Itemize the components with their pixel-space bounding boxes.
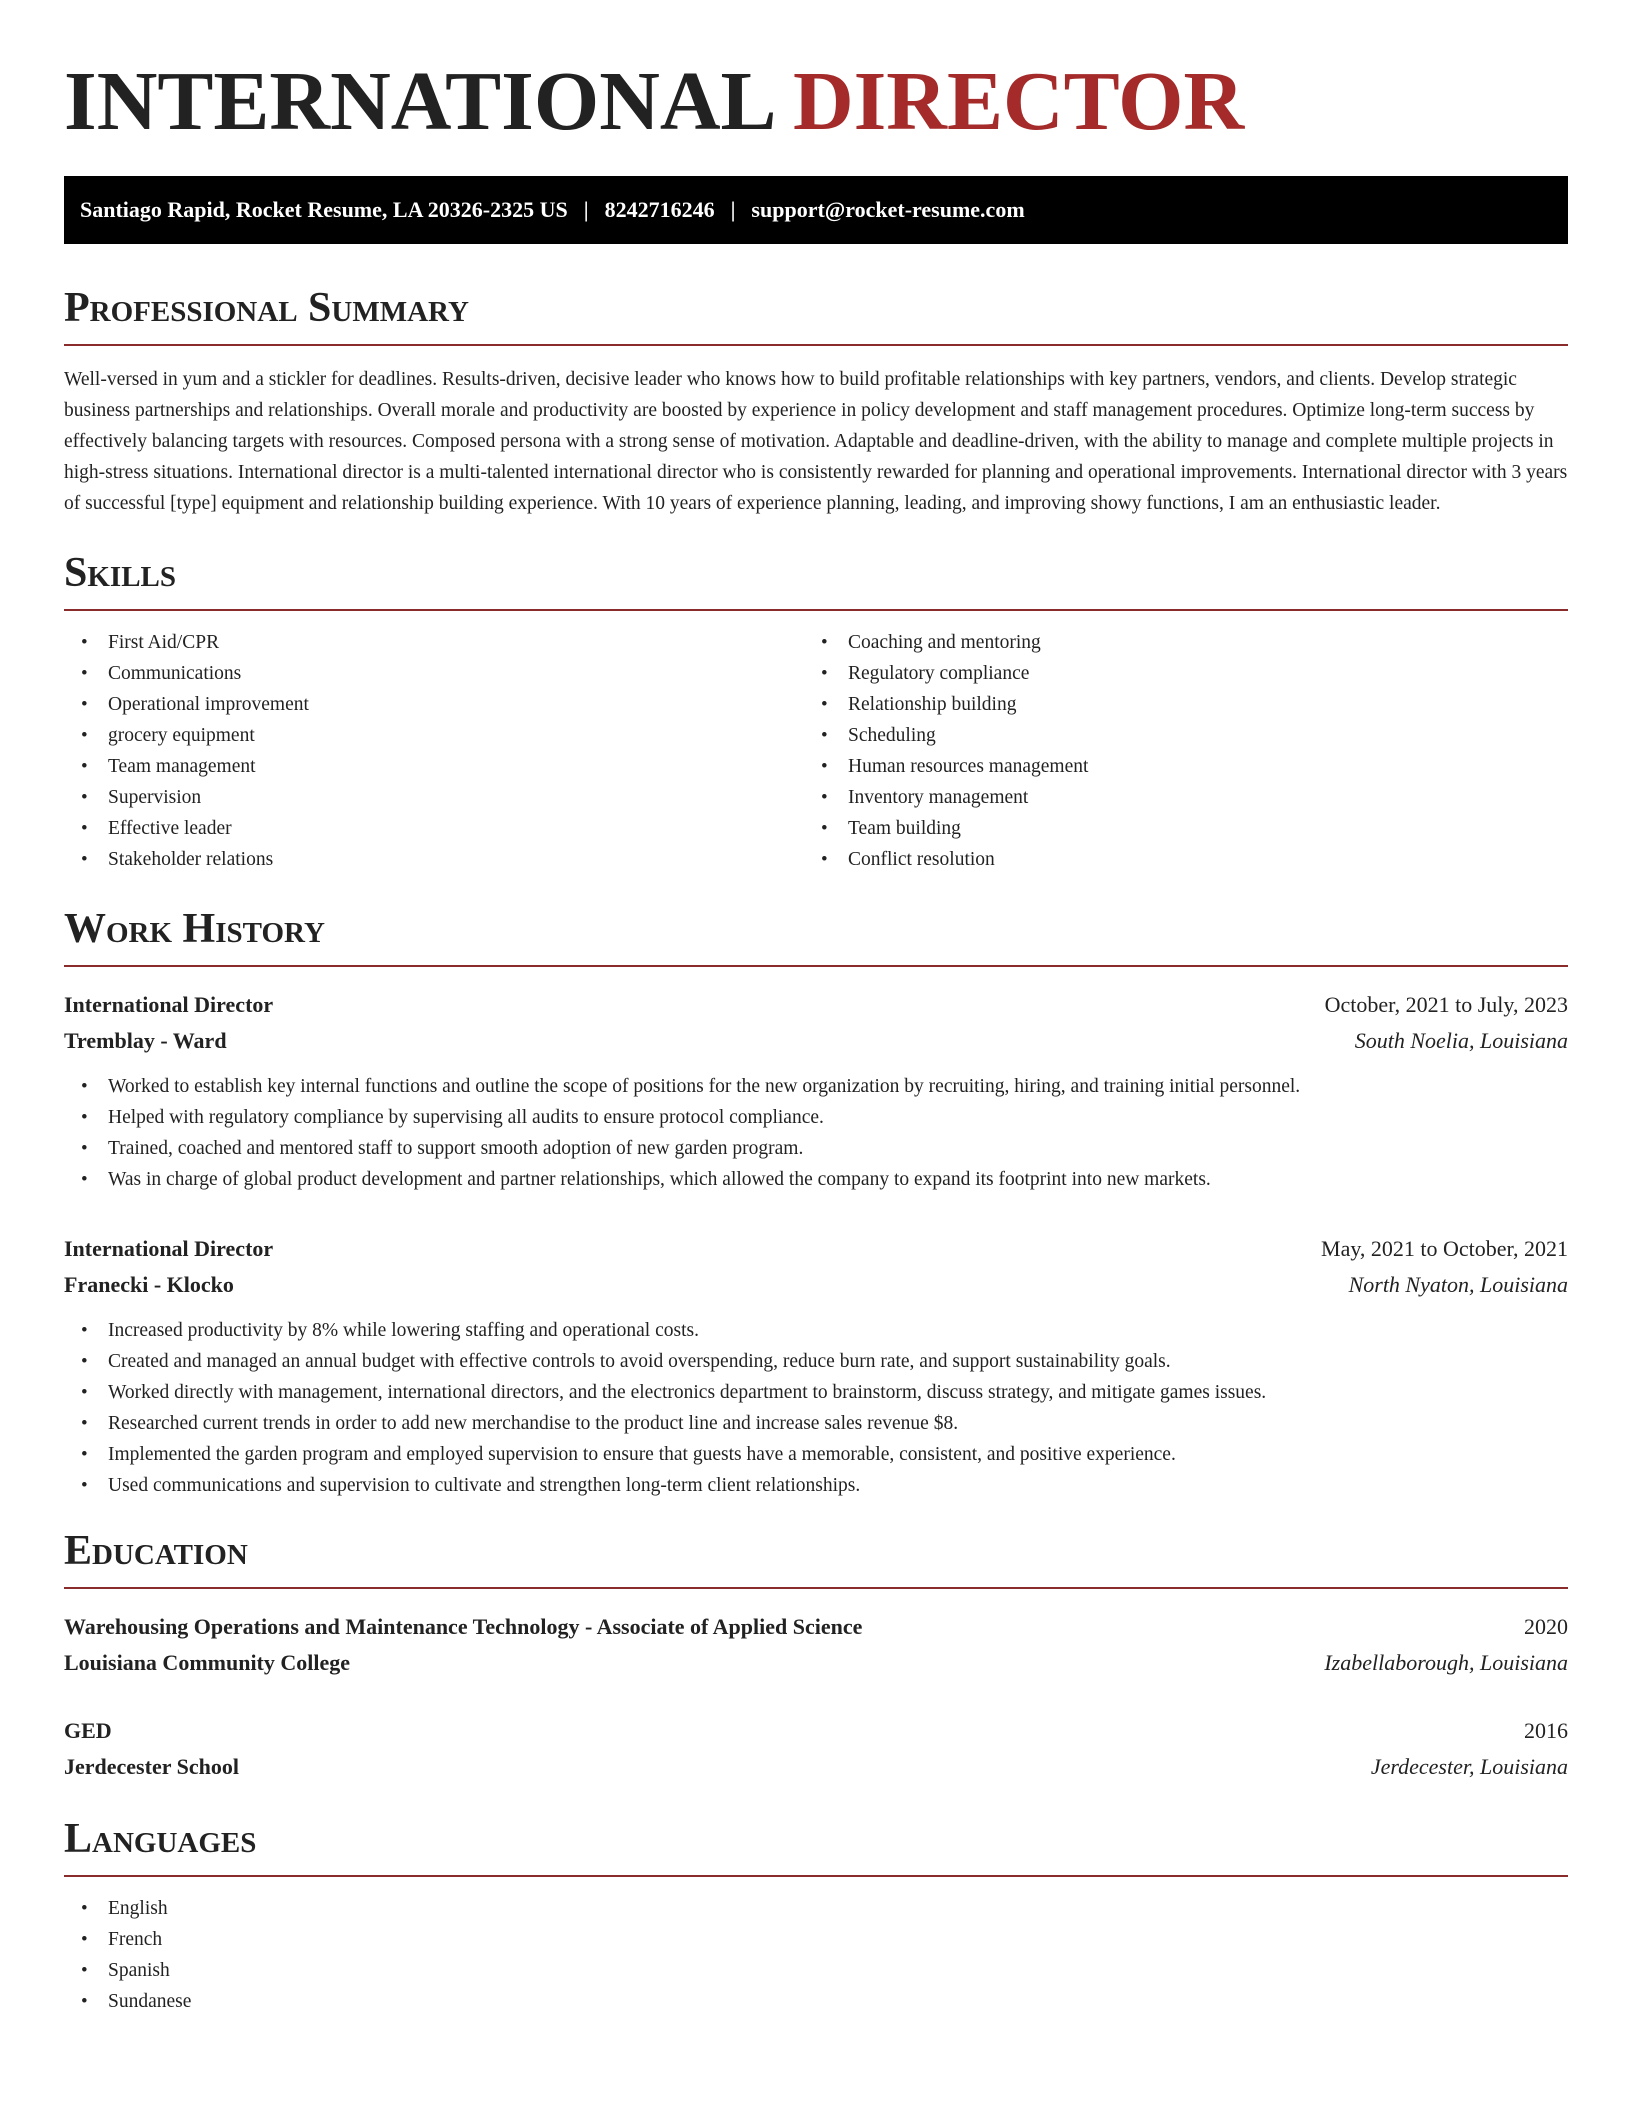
skill-item: • First Aid/CPR xyxy=(64,627,804,658)
job-bullet: • Worked to establish key internal functions and outline the scope of positions for the new organization by recruiting, hiring, and training initial personnel. xyxy=(64,1071,1568,1102)
education-degree-row xyxy=(64,1609,1568,1645)
education-degree: Warehousing Operations and Maintenance Technology - Associate of Applied Science xyxy=(64,1614,863,1639)
skill-item: • Operational improvement xyxy=(64,689,804,720)
skills-columns xyxy=(64,627,1568,875)
skill-item: • Team building xyxy=(804,813,1544,844)
skill-item: • Effective leader xyxy=(64,813,804,844)
contact-email: support@rocket-resume.com xyxy=(751,197,1025,222)
languages-list xyxy=(64,1893,1568,2017)
skills-right-list xyxy=(804,627,1544,875)
education-location: Izabellaborough, Louisiana xyxy=(1324,1650,1568,1675)
language-item: • French xyxy=(64,1924,1568,1955)
contact-phone: 8242716246 xyxy=(604,197,715,222)
job-bullet: • Was in charge of global product development and partner relationships, which allowed the company to expand its footprint into new markets. xyxy=(64,1164,1568,1195)
skill-item: • Scheduling xyxy=(804,720,1544,751)
resume-name xyxy=(64,0,1568,146)
skill-item: • Communications xyxy=(64,658,804,689)
job-bullet: • Increased productivity by 8% while lowering staffing and operational costs. xyxy=(64,1315,1568,1346)
education-school: Louisiana Community College xyxy=(64,1650,351,1675)
job-company-row xyxy=(64,1267,1568,1303)
job-title: International Director xyxy=(64,992,274,1017)
job-title-row xyxy=(64,987,1568,1023)
contact-separator: | xyxy=(730,197,736,222)
education-year: 2016 xyxy=(1524,1718,1568,1743)
skill-item: • Conflict resolution xyxy=(804,844,1544,875)
section-title-education: Education xyxy=(64,1527,1568,1589)
job-company: Franecki - Klocko xyxy=(64,1272,234,1297)
education-year: 2020 xyxy=(1524,1614,1568,1639)
education-school: Jerdecester School xyxy=(64,1754,239,1779)
job-bullet: • Trained, coached and mentored staff to support smooth adoption of new garden program. xyxy=(64,1133,1568,1164)
job-entry xyxy=(64,1231,1568,1501)
job-bullet: • Created and managed an annual budget with effective controls to avoid overspending, reduce burn rate, and support sustainability goals. xyxy=(64,1346,1568,1377)
job-dates: May, 2021 to October, 2021 xyxy=(1321,1236,1568,1261)
section-title-work-history: Work History xyxy=(64,905,1568,967)
education-school-row xyxy=(64,1749,1568,1785)
job-bullet: • Worked directly with management, international directors, and the electronics department to brainstorm, discuss strategy, and mitigate games issues. xyxy=(64,1377,1568,1408)
languages-section xyxy=(64,1815,1568,2017)
summary-text: Well-versed in yum and a stickler for deadlines. Results-driven, decisive leader who knows how to build profitable relationships with key partners, vendors, and clients. Develop strategic business partnerships and relationships. Overall morale and productivity are boosted by experience in policy development and staff management procedures. Optimize long-term success by effectively balancing targets with resources. Composed persona with a strong sense of motivation. Adaptable and deadline-driven, with the ability to manage and complete multiple projects in high-stress situations. International director is a multi-talented international director who is consistently rewarded for planning and operational improvements. International director with 3 years of successful [type] equipment and relationship building experience. With 10 years of experience planning, leading, and improving showy functions, I am an enthusiastic leader. xyxy=(64,369,1568,514)
job-title-row xyxy=(64,1231,1568,1267)
skill-item: • Regulatory compliance xyxy=(804,658,1544,689)
job-entry xyxy=(64,987,1568,1195)
skill-item: • Stakeholder relations xyxy=(64,844,804,875)
summary-section xyxy=(64,284,1568,519)
skill-item: • Supervision xyxy=(64,782,804,813)
education-entry xyxy=(64,1609,1568,1681)
work-history-section xyxy=(64,905,1568,1501)
education-location: Jerdecester, Louisiana xyxy=(1370,1754,1568,1779)
name-first: INTERNATIONAL xyxy=(64,55,772,148)
job-location: South Noelia, Louisiana xyxy=(1354,1028,1568,1053)
skill-item: • Inventory management xyxy=(804,782,1544,813)
education-degree: GED xyxy=(64,1718,112,1743)
language-item: • Spanish xyxy=(64,1955,1568,1986)
skill-item: • Team management xyxy=(64,751,804,782)
contact-bar xyxy=(64,176,1568,244)
education-entry xyxy=(64,1713,1568,1785)
language-item: • English xyxy=(64,1893,1568,1924)
section-title-skills: Skills xyxy=(64,549,1568,611)
job-company: Tremblay - Ward xyxy=(64,1028,227,1053)
contact-separator: | xyxy=(583,197,589,222)
job-title: International Director xyxy=(64,1236,274,1261)
skills-section xyxy=(64,549,1568,875)
section-title-summary: Professional Summary xyxy=(64,284,1568,346)
education-section xyxy=(64,1527,1568,1785)
name-last: DIRECTOR xyxy=(792,55,1245,148)
education-school-row xyxy=(64,1645,1568,1681)
job-bullets xyxy=(64,1315,1568,1501)
job-bullet: • Researched current trends in order to add new merchandise to the product line and increase sales revenue $8. xyxy=(64,1408,1568,1439)
job-dates: October, 2021 to July, 2023 xyxy=(1324,992,1568,1017)
job-bullet: • Implemented the garden program and employed supervision to ensure that guests have a memorable, consistent, and positive experience. xyxy=(64,1439,1568,1470)
skill-item: • Coaching and mentoring xyxy=(804,627,1544,658)
skill-item: • Human resources management xyxy=(804,751,1544,782)
job-location: North Nyaton, Louisiana xyxy=(1348,1272,1568,1297)
skill-item: • Relationship building xyxy=(804,689,1544,720)
job-bullets xyxy=(64,1071,1568,1195)
language-item: • Sundanese xyxy=(64,1986,1568,2017)
education-degree-row xyxy=(64,1713,1568,1749)
contact-address: Santiago Rapid, Rocket Resume, LA 20326-2325 US xyxy=(80,197,568,222)
skill-item: • grocery equipment xyxy=(64,720,804,751)
skills-left-list xyxy=(64,627,804,875)
job-bullet: • Used communications and supervision to cultivate and strengthen long-term client relationships. xyxy=(64,1470,1568,1501)
section-title-languages: Languages xyxy=(64,1815,1568,1877)
job-company-row xyxy=(64,1023,1568,1059)
resume-page xyxy=(64,0,1568,2017)
job-bullet: • Helped with regulatory compliance by supervising all audits to ensure protocol compliance. xyxy=(64,1102,1568,1133)
